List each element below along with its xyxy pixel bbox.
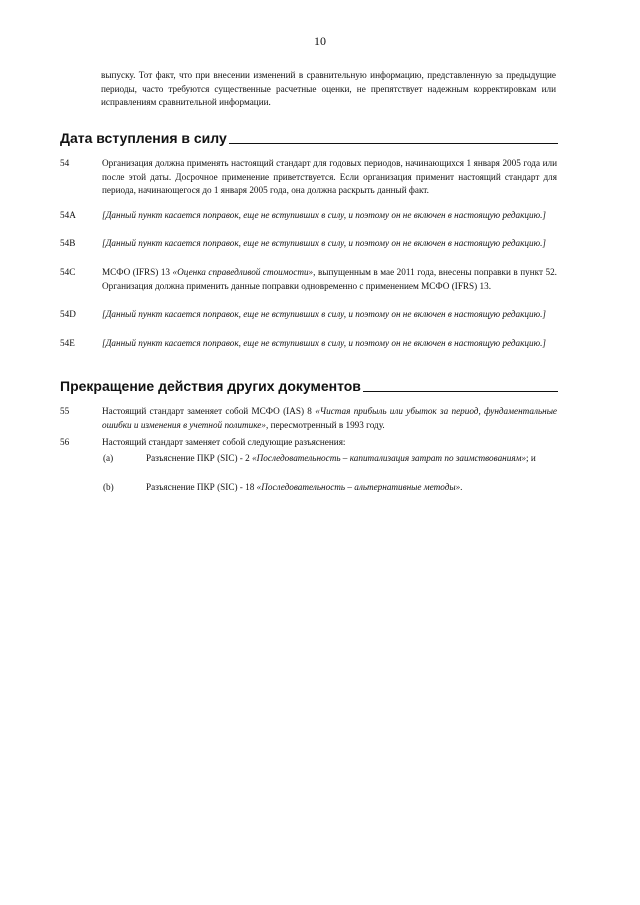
interpretation-title: «Последовательность – альтернативные методы»	[256, 482, 461, 492]
paragraph-54c	[60, 266, 557, 293]
text-run: МСФО (IFRS) 13	[102, 267, 173, 277]
text-run: Разъяснение ПКР (SIC) - 18	[146, 482, 257, 492]
section-heading-text: Прекращение действия других документов	[60, 378, 361, 394]
paragraph-54d	[60, 308, 557, 322]
paragraph-56	[60, 436, 557, 450]
list-item-text	[146, 452, 557, 466]
text-run: Настоящий стандарт заменяет собой МСФО (IAS) 8	[102, 406, 316, 416]
text-run: .	[460, 482, 463, 492]
list-item-a	[101, 452, 557, 466]
heading-rule	[363, 391, 558, 392]
paragraph-text: Организация должна применять настоящий стандарт для годовых периодов, начинающихся 1 января 2005 года или после этой даты. Досрочное применение приветствуется. Если организация применит настоящий стандарт для периода, начинающегося до 1 января 2005 года, она должна раскрыть данный факт.	[102, 158, 557, 195]
paragraph-number: 55	[60, 406, 70, 416]
paragraph-54b	[60, 237, 557, 251]
paragraph-54	[60, 157, 557, 198]
heading-rule	[229, 143, 558, 144]
paragraph-text: [Данный пункт касается поправок, еще не вступивших в силу, и поэтому он не включен в настоящую редакцию.]	[102, 338, 546, 348]
paragraph-54a	[60, 209, 557, 223]
text-run: ; и	[526, 453, 536, 463]
standard-title: «Чистая прибыль или убыток за период, фундаментальные ошибки и изменения в учетной политике»	[102, 406, 558, 430]
paragraph-number: 54B	[60, 238, 76, 248]
paragraph-number: 56	[60, 437, 70, 447]
text-run: Разъяснение ПКР (SIC) - 2	[146, 453, 253, 463]
paragraph-text: Настоящий стандарт заменяет собой следующие разъяснения:	[102, 437, 346, 447]
list-item-b	[101, 481, 557, 495]
page-number: 10	[314, 34, 326, 48]
paragraph-text	[102, 405, 557, 432]
paragraph-number: 54E	[60, 338, 75, 348]
text-run: , выпущенным в мае 2011 года, внесены поправки в пункт 52. Организация должна применить данные поправки одновременно с применением МСФО (IFRS) 13.	[102, 267, 557, 291]
interpretation-title: «Последовательность – капитализация затрат по заимствованиям»	[252, 453, 527, 463]
paragraph-number: 54C	[60, 267, 76, 277]
paragraph-text: [Данный пункт касается поправок, еще не вступивших в силу, и поэтому он не включен в настоящую редакцию.]	[102, 238, 546, 248]
list-item-label: (b)	[103, 482, 114, 492]
paragraph-number: 54D	[60, 309, 76, 319]
paragraph-text: [Данный пункт касается поправок, еще не вступивших в силу, и поэтому он не включен в настоящую редакцию.]	[102, 210, 546, 220]
section-heading-withdrawal	[60, 378, 558, 394]
paragraph-number: 54	[60, 158, 70, 168]
list-item-text	[146, 481, 557, 495]
section-heading-effective-date	[60, 130, 558, 146]
paragraph-55	[60, 405, 557, 432]
standard-title: «Оценка справедливой стоимости»	[172, 267, 314, 277]
intro-paragraph: выпуску. Тот факт, что при внесении изменений в сравнительную информацию, представленную за предыдущие периоды, часто требуются существенные расчетные оценки, не препятствует надежным корректировкам или исправлениям сравнительной информации.	[101, 70, 556, 107]
paragraph-54e	[60, 337, 557, 351]
paragraph-text	[102, 266, 557, 293]
list-item-label: (a)	[103, 453, 114, 463]
paragraph-text: [Данный пункт касается поправок, еще не вступивших в силу, и поэтому он не включен в настоящую редакцию.]	[102, 309, 546, 319]
text-run: , пересмотренный в 1993 году.	[265, 419, 385, 430]
section-heading-text: Дата вступления в силу	[60, 130, 227, 146]
paragraph-number: 54A	[60, 210, 76, 220]
